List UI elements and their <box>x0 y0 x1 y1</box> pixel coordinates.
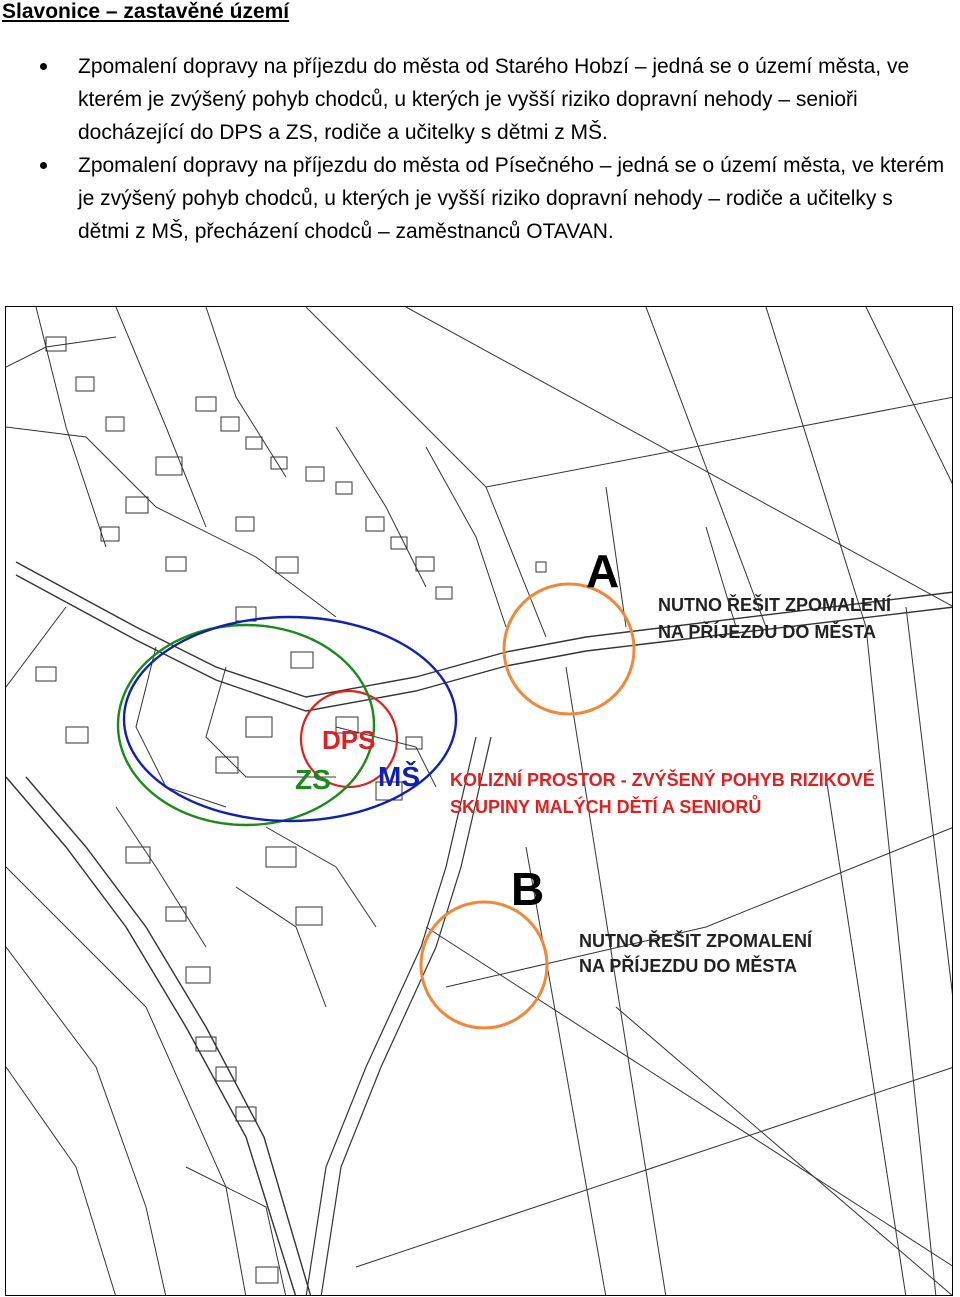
cadastral-map <box>5 306 953 1296</box>
marker-b-label: B <box>511 863 545 915</box>
marker-a-label: A <box>586 545 620 597</box>
bullet-text: Zpomalení dopravy na příjezdu do města od Písečného – jedná se o území města, ve kterém je zvýšený pohyb chodců, u kterých je vyšší riziko dopravní nehody – rodiče a učitelky s dětmi z MŠ, přecházení chodců – zaměstnanců OTAVAN. <box>78 154 945 243</box>
bullet-item <box>40 50 945 149</box>
bullet-item <box>40 149 945 248</box>
note-a-line2: NA PŘÍJEZDU DO MĚSTA <box>658 622 877 642</box>
bullet-text: Zpomalení dopravy na příjezdu do města od Starého Hobzí – jedná se o území města, ve kterém je zvýšený pohyb chodců, u kterých je vyšší riziko dopravní nehody – senioři docházející do DPS a ZS, rodiče a učitelky s dětmi z MŠ. <box>78 55 910 144</box>
ms-label: MŠ <box>378 761 420 792</box>
zs-label: ZS <box>295 764 331 795</box>
marker-b-circle <box>421 902 547 1028</box>
note-b-line2: NA PŘÍJEZDU DO MĚSTA <box>579 956 798 976</box>
bullet-dot-icon <box>40 63 47 70</box>
note-b-line1: NUTNO ŘEŠIT ZPOMALENÍ <box>579 931 812 951</box>
bullet-dot-icon <box>40 162 47 169</box>
page-title: Slavonice – zastavěné území <box>2 0 290 23</box>
dps-label: DPS <box>322 725 376 755</box>
collision-note-line1: KOLIZNÍ PROSTOR - ZVÝŠENÝ POHYB RIZIKOVÉ <box>450 770 875 790</box>
map-canvas <box>6 307 953 1296</box>
collision-note-line2: SKUPINY MALÝCH DĚTÍ A SENIORŮ <box>450 797 762 817</box>
bullet-list <box>40 50 945 248</box>
note-a-line1: NUTNO ŘEŠIT ZPOMALENÍ <box>658 595 891 615</box>
